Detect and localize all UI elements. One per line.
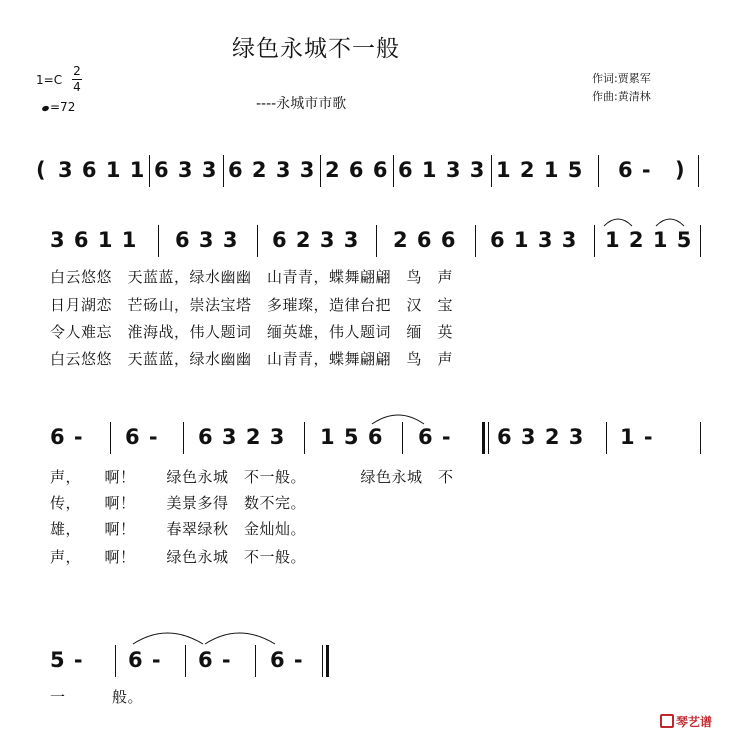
line3-lyric: 一 般。	[50, 688, 144, 706]
barline	[475, 225, 476, 257]
barline	[393, 155, 394, 187]
line2-lyric-verse-4: 声， 啊！ 绿色永城 不一般。	[50, 548, 307, 566]
key-signature: 1=C	[36, 73, 63, 87]
line1-measure-5: 6 1 3 3	[490, 228, 578, 252]
final-barline	[322, 645, 323, 677]
time-signature-top: 2	[73, 64, 81, 78]
barline	[223, 155, 224, 187]
tempo-marking	[42, 100, 75, 114]
barline	[183, 422, 184, 454]
line2-measure-3: 6 3 2 3	[198, 425, 286, 449]
line1-measure-3: 6 2 3 3	[272, 228, 360, 252]
barline	[304, 422, 305, 454]
barline	[110, 422, 111, 454]
intro-measure-5: 6 1 3 3	[398, 158, 486, 182]
watermark	[660, 713, 712, 730]
time-signature	[72, 64, 82, 95]
final-barline-thick	[326, 645, 329, 677]
line1-lyric-verse-1: 白云悠悠 天蓝蓝，绿水幽幽 山青青，蝶舞翩翩 鸟 声	[50, 268, 454, 286]
line1-lyric-verse-3: 令人难忘 淮海战，伟人题词 缅英雄，伟人题词 缅 英	[50, 323, 454, 341]
line1-lyric-verse-4: 白云悠悠 天蓝蓝，绿水幽幽 山青青，蝶舞翩翩 鸟 声	[50, 350, 454, 368]
line3-measure-4: 6 -	[270, 648, 304, 672]
barline	[598, 155, 599, 187]
barline	[149, 155, 150, 187]
barline	[488, 422, 489, 454]
barline	[606, 422, 607, 454]
intro-open-paren: (	[36, 158, 47, 182]
intro-measure-1: 3 6 1 1	[58, 158, 146, 182]
line1-measure-1: 3 6 1 1	[50, 228, 138, 252]
line3-measure-1: 5 -	[50, 648, 84, 672]
line2-measure-6: 6 3 2 3	[497, 425, 585, 449]
barline	[698, 155, 699, 187]
line2-lyric-verse-1: 声， 啊！ 绿色永城 不一般。 绿色永城 不	[50, 468, 454, 486]
intro-measure-4: 2 6 6	[325, 158, 389, 182]
slur-marks	[600, 210, 700, 230]
line3-measure-2: 6 -	[128, 648, 162, 672]
line1-measure-4: 2 6 6	[393, 228, 457, 252]
watermark-text: 琴艺谱	[676, 715, 713, 729]
line3-measure-3: 6 -	[198, 648, 232, 672]
song-title: 绿色永城不一般	[232, 36, 400, 62]
barline	[491, 155, 492, 187]
barline	[376, 225, 377, 257]
line2-measure-1: 6 -	[50, 425, 84, 449]
repeat-barline	[482, 422, 485, 454]
watermark-logo-icon	[660, 714, 674, 728]
song-subtitle: ----永城市市歌	[256, 96, 347, 112]
line1-measure-2: 6 3 3	[175, 228, 239, 252]
quarter-note-icon	[41, 105, 49, 112]
time-signature-bottom: 4	[73, 80, 81, 94]
slur-marks	[125, 624, 305, 648]
barline	[185, 645, 186, 677]
barline	[115, 645, 116, 677]
tempo-value: =72	[50, 100, 76, 114]
intro-measure-2: 6 3 3	[154, 158, 218, 182]
barline	[158, 225, 159, 257]
line2-measure-5: 6 -	[418, 425, 452, 449]
slur-marks	[368, 408, 438, 428]
intro-measure-6: 1 2 1 5	[496, 158, 584, 182]
composer-credit: 作曲:黄清林	[592, 90, 651, 103]
barline	[255, 645, 256, 677]
barline	[257, 225, 258, 257]
barline	[320, 155, 321, 187]
barline	[700, 422, 701, 454]
line2-measure-4: 1 5 6	[320, 425, 384, 449]
line2-measure-7: 1 -	[620, 425, 654, 449]
barline	[700, 225, 701, 257]
line2-lyric-verse-3: 雄， 啊！ 春翠绿秋 金灿灿。	[50, 520, 307, 538]
intro-measure-7: 6 -	[618, 158, 652, 182]
intro-close-paren: )	[675, 158, 686, 182]
lyricist-credit: 作词:贾累军	[592, 72, 651, 85]
barline	[594, 225, 595, 257]
line2-lyric-verse-2: 传， 啊！ 美景多得 数不完。	[50, 494, 307, 512]
intro-measure-3: 6 2 3 3	[228, 158, 316, 182]
line2-measure-2: 6 -	[125, 425, 159, 449]
line1-lyric-verse-2: 日月湖恋 芒砀山，崇法宝塔 多璀璨，造律台把 汉 宝	[50, 296, 454, 314]
line1-measure-6: 1 2 1 5	[605, 228, 693, 252]
